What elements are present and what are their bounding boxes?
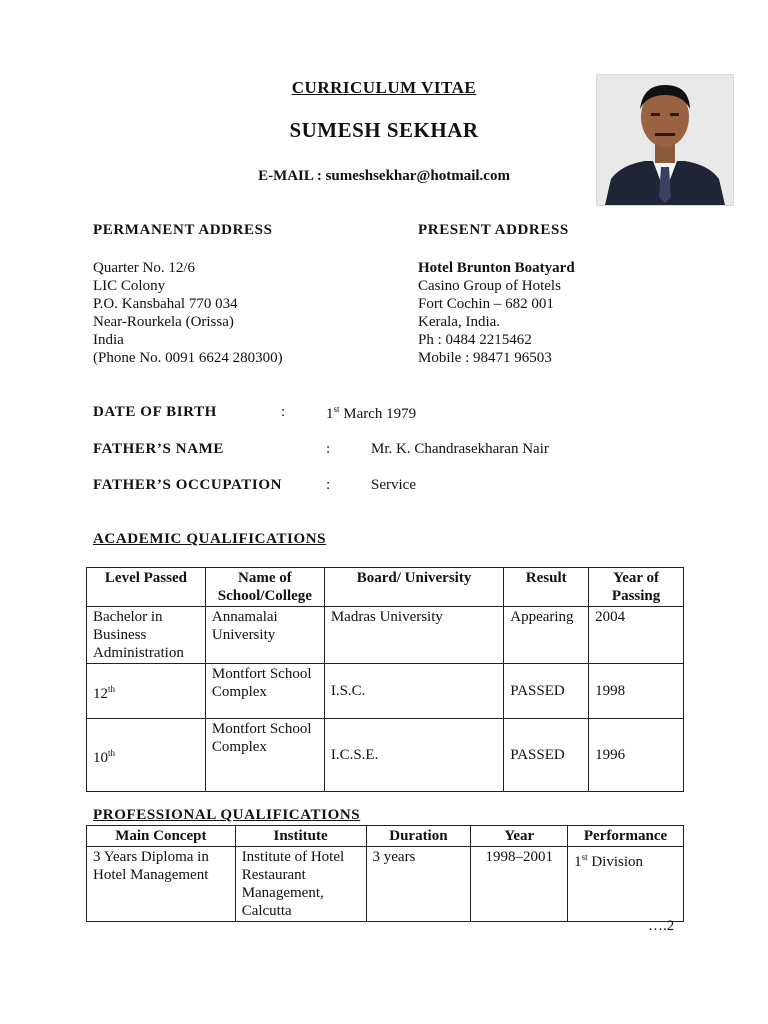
address-line: LIC Colony xyxy=(93,278,166,294)
column-header: Year xyxy=(471,826,568,847)
present-address-block xyxy=(418,259,575,367)
level-cell: Bachelor in Business Administration xyxy=(87,607,206,664)
address-line: India xyxy=(93,332,124,348)
concept-cell: 3 Years Diploma in Hotel Management xyxy=(87,847,236,922)
column-header: Year of Passing xyxy=(589,568,684,607)
year-cell: 1996 xyxy=(589,719,684,792)
address-line: Casino Group of Hotels xyxy=(418,278,561,294)
column-header: Duration xyxy=(366,826,471,847)
hotel-name: Hotel Brunton Boatyard xyxy=(418,260,575,276)
address-line: Near-Rourkela (Orissa) xyxy=(93,314,234,330)
dob-suffix: st xyxy=(333,404,340,414)
address-line: Quarter No. 12/6 xyxy=(93,260,196,276)
year-cell: 2004 xyxy=(589,607,684,664)
performance-suffix: st xyxy=(581,852,588,862)
table-row xyxy=(87,847,684,922)
academic-table xyxy=(86,567,684,792)
institute-cell: Institute of Hotel Restaurant Management, Calcutta xyxy=(235,847,366,922)
column-header: Institute xyxy=(235,826,366,847)
address-line: Kerala, India. xyxy=(418,314,501,330)
email-line: E-MAIL : sumeshsekhar@hotmail.com xyxy=(258,168,510,184)
father-occupation-label: FATHER’S OCCUPATION xyxy=(93,477,283,493)
page-number: ….2 xyxy=(648,918,675,934)
school-cell: Montfort School Complex xyxy=(205,664,324,719)
academic-heading: ACADEMIC QUALIFICATIONS xyxy=(93,531,327,547)
address-line: P.O. Kansbahal 770 034 xyxy=(93,296,238,312)
dob-month-year: March 1979 xyxy=(339,406,417,422)
school-cell: Montfort School Complex xyxy=(205,719,324,792)
candidate-name: SUMESH SEKHAR xyxy=(289,118,479,142)
father-occupation-colon: : xyxy=(326,477,331,493)
level-suffix: th xyxy=(108,683,116,694)
board-cell: I.C.S.E. xyxy=(324,719,503,792)
level-number: 10 xyxy=(93,749,108,766)
column-header: Name of School/College xyxy=(205,568,324,607)
address-line: (Phone No. 0091 6624 280300) xyxy=(93,350,283,366)
school-cell: Annamalai University xyxy=(205,607,324,664)
present-address-heading: PRESENT ADDRESS xyxy=(418,222,569,238)
column-header: Board/ University xyxy=(324,568,503,607)
table-row xyxy=(87,719,684,792)
professional-table xyxy=(86,825,684,922)
document-title: CURRICULUM VITAE xyxy=(291,78,477,97)
table-header-row xyxy=(87,826,684,847)
father-name-colon: : xyxy=(326,441,331,457)
column-header: Performance xyxy=(568,826,684,847)
permanent-address-block xyxy=(93,259,283,367)
profile-photo xyxy=(596,74,734,206)
year-cell: 1998 xyxy=(589,664,684,719)
board-cell: Madras University xyxy=(324,607,503,664)
father-name-value: Mr. K. Chandrasekharan Nair xyxy=(371,441,549,457)
level-suffix: th xyxy=(108,747,116,758)
board-cell: I.S.C. xyxy=(324,664,503,719)
result-cell: Appearing xyxy=(504,607,589,664)
table-header-row xyxy=(87,568,684,607)
address-line: Ph : 0484 2215462 xyxy=(418,332,532,348)
table-row xyxy=(87,607,684,664)
performance-text: Division xyxy=(587,854,644,870)
column-header: Level Passed xyxy=(87,568,206,607)
performance-number: 1 xyxy=(574,854,582,870)
result-cell: PASSED xyxy=(504,664,589,719)
dob-day: 1 xyxy=(326,406,334,422)
address-line: Mobile : 98471 96503 xyxy=(418,350,552,366)
dob-label: DATE OF BIRTH xyxy=(93,404,217,420)
father-name-label: FATHER’S NAME xyxy=(93,441,224,457)
column-header: Result xyxy=(504,568,589,607)
column-header: Main Concept xyxy=(87,826,236,847)
level-number: 12 xyxy=(93,685,108,702)
duration-cell: 3 years xyxy=(366,847,471,922)
dob-value xyxy=(326,404,416,423)
professional-heading: PROFESSIONAL QUALIFICATIONS xyxy=(93,807,361,823)
year-cell: 1998–2001 xyxy=(471,847,568,922)
level-cell xyxy=(87,719,206,792)
table-row xyxy=(87,664,684,719)
dob-colon: : xyxy=(281,404,286,420)
permanent-address-heading: PERMANENT ADDRESS xyxy=(93,222,273,238)
level-cell xyxy=(87,664,206,719)
person-portrait-icon xyxy=(597,75,733,205)
performance-cell xyxy=(568,847,684,922)
result-cell: PASSED xyxy=(504,719,589,792)
address-line: Fort Cochin – 682 001 xyxy=(418,296,554,312)
father-occupation-value: Service xyxy=(371,477,416,493)
